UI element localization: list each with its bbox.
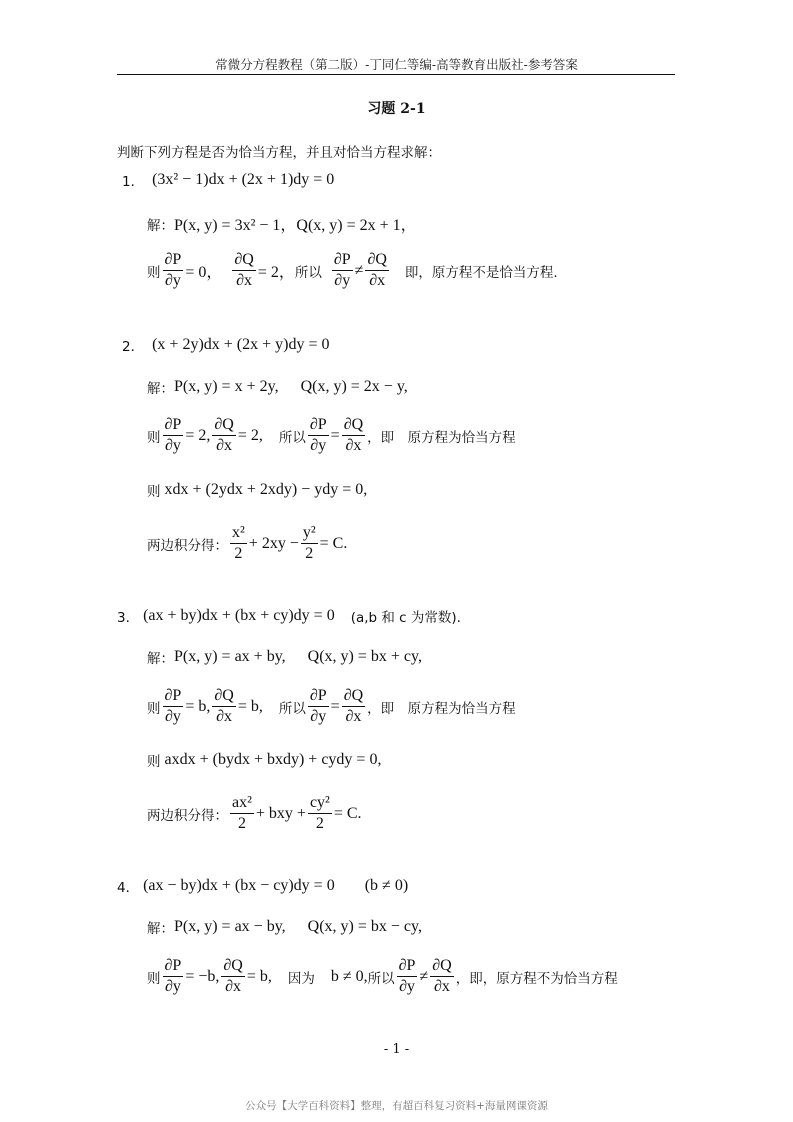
P-definition: P(x, y) = x + 2y, — [174, 378, 279, 395]
relation-symbol: ≠ — [354, 261, 364, 279]
Q-definition: Q(x, y) = bx − cy, — [307, 918, 422, 935]
footer-note: 公众号【大学百科资料】整理，有超百科复习资料+海量网课资源 — [245, 1100, 548, 1112]
because-text: 因为 — [287, 970, 315, 987]
so-text: 所以 — [294, 264, 322, 281]
fraction-dP-dy: $\frac{\partial P}{\partial y}$ — [164, 957, 182, 995]
dQdx-value: = b, — [246, 967, 272, 985]
prefix-text: 则 — [147, 970, 161, 987]
problem-2-step — [147, 480, 367, 500]
fraction-dP-dy: $\frac{\partial P}{\partial y}$ — [309, 687, 327, 725]
problem-equation: (x + 2y)dx + (2x + y)dy = 0 — [152, 336, 330, 353]
so-text: 所以 — [278, 429, 306, 446]
problem-4-partials — [147, 956, 618, 997]
problem-note: (b ≠ 0) — [364, 877, 409, 894]
integral-end: = C. — [333, 804, 362, 822]
problem-1-PQ — [147, 212, 417, 235]
integral-middle: + 2xy − — [248, 534, 299, 552]
fraction-dP-dy: $\frac{\partial P}{\partial y}$ — [333, 251, 351, 289]
integral-label: 两边积分得： — [147, 537, 228, 554]
so-text: 所以 — [367, 970, 395, 987]
fraction-dP-dy: $\frac{\partial P}{\partial y}$ — [398, 957, 416, 995]
condition-text: b ≠ 0, — [330, 967, 368, 985]
problem-number: 1． — [122, 174, 145, 190]
section-title: 习题 2-1 — [367, 101, 426, 117]
Q-definition: Q(x, y) = 2x − y, — [300, 378, 408, 395]
problem-3-step — [147, 750, 381, 770]
problem-equation: (3x² − 1)dx + (2x + 1)dy = 0 — [152, 171, 335, 188]
integral-end: = C. — [319, 534, 348, 552]
problem-2-statement — [122, 335, 330, 355]
solution-label: 解： — [147, 217, 174, 234]
problem-2-PQ — [147, 377, 408, 397]
fraction-dQ-dx: $\frac{\partial Q}{\partial x}$ — [432, 957, 452, 995]
dQdx-value: = 2, — [237, 426, 263, 444]
fraction-dQ-dx: $\frac{\partial Q}{\partial x}$ — [343, 687, 364, 725]
conclusion-text: ，即 原方程为恰当方程 — [367, 429, 516, 446]
relation-symbol: ≠ — [419, 967, 429, 985]
dPdy-value: = 2, — [185, 426, 211, 444]
fraction-dP-dy: $\frac{\partial P}{\partial y}$ — [164, 251, 182, 289]
fraction-dQ-dx: $\frac{\partial Q}{\partial x}$ — [367, 251, 387, 289]
fraction-term-1: $\frac{\text{ax²}}{2}$ — [232, 794, 252, 832]
fraction-dQ-dx: $\frac{\partial Q}{\partial x}$ — [214, 687, 234, 725]
prefix-text: 则 — [147, 700, 161, 717]
fraction-term-1: $\frac{\text{x²}}{2}$ — [232, 524, 245, 562]
conclusion-text: 即，原方程不是恰当方程. — [404, 264, 558, 281]
relation-symbol: = — [330, 426, 340, 444]
fraction-dP-dy: $\frac{\partial P}{\partial y}$ — [164, 416, 182, 454]
running-header: 常微分方程教程（第二版）-丁同仁等编-高等教育出版社-参考答案 — [215, 57, 578, 72]
P-definition: P(x, y) = ax − by, — [174, 918, 286, 935]
solution-label: 解： — [147, 381, 174, 397]
fraction-dQ-dx: $\frac{\partial Q}{\partial x}$ — [223, 957, 243, 995]
dQdx-value: = b, — [237, 697, 263, 715]
integral-label: 两边积分得： — [147, 807, 228, 824]
Q-definition: Q(x, y) = bx + cy, — [307, 648, 422, 665]
prefix-text: 则 — [147, 484, 161, 500]
fraction-dQ-dx: $\frac{\partial Q}{\partial x}$ — [343, 416, 364, 454]
page-number: - 1 - — [383, 1042, 410, 1057]
problem-equation: (ax − by)dx + (bx − cy)dy = 0 — [143, 877, 335, 894]
fraction-dQ-dx: $\frac{\partial Q}{\partial x}$ — [214, 416, 234, 454]
fraction-term-2: $\frac{\text{y²}}{2}$ — [302, 524, 316, 562]
problem-3-PQ — [147, 647, 422, 667]
problem-2-integral — [147, 523, 347, 564]
prefix-text: 则 — [147, 429, 161, 446]
step-expression: axdx + (bydx + bxdy) + cydy = 0, — [164, 751, 382, 768]
problem-number: 4． — [117, 880, 140, 896]
problem-number: 3． — [117, 610, 140, 626]
problem-note: (a,b 和 c 为常数). — [350, 610, 461, 626]
integral-middle: + bxy + — [255, 804, 306, 822]
problem-4-PQ — [147, 917, 422, 937]
dPdy-value: = 0， — [185, 264, 223, 281]
fraction-term-2: $\frac{\text{cy²}}{2}$ — [309, 794, 330, 832]
prefix-text: 则 — [147, 264, 161, 281]
problem-1-partials — [147, 250, 558, 291]
conclusion-text: ，即，原方程不为恰当方程 — [455, 970, 618, 987]
problem-4-statement — [117, 876, 408, 896]
problem-number: 2． — [122, 339, 145, 355]
solution-label: 解： — [147, 651, 174, 667]
fraction-dQ-dx: $\frac{\partial Q}{\partial x}$ — [234, 251, 254, 289]
conclusion-text: ，即 原方程为恰当方程 — [367, 700, 516, 717]
fraction-dP-dy: $\frac{\partial P}{\partial y}$ — [164, 687, 182, 725]
problem-3-statement — [117, 606, 461, 626]
dQdx-value: = 2， — [257, 264, 295, 281]
prefix-text: 则 — [147, 754, 161, 770]
step-expression: xdx + (2ydx + 2xdy) − ydy = 0, — [164, 481, 368, 498]
so-text: 所以 — [278, 700, 306, 717]
fraction-dP-dy: $\frac{\partial P}{\partial y}$ — [309, 416, 327, 454]
problem-3-integral — [147, 793, 362, 834]
problem-1-statement — [122, 170, 334, 190]
problem-equation: (ax + by)dx + (bx + cy)dy = 0 — [143, 607, 335, 624]
solution-label: 解： — [147, 921, 174, 937]
problem-2-partials — [147, 415, 516, 456]
intro-text: 判断下列方程是否为恰当方程，并且对恰当方程求解： — [117, 145, 441, 161]
problem-3-partials — [147, 686, 516, 727]
P-definition: P(x, y) = ax + by, — [174, 648, 286, 665]
header-rule — [117, 74, 675, 75]
dPdy-value: = −b, — [185, 967, 220, 985]
PQ-definition: P(x, y) = 3x² − 1，Q(x, y) = 2x + 1， — [174, 217, 417, 234]
dPdy-value: = b, — [185, 697, 211, 715]
relation-symbol: = — [330, 697, 340, 715]
